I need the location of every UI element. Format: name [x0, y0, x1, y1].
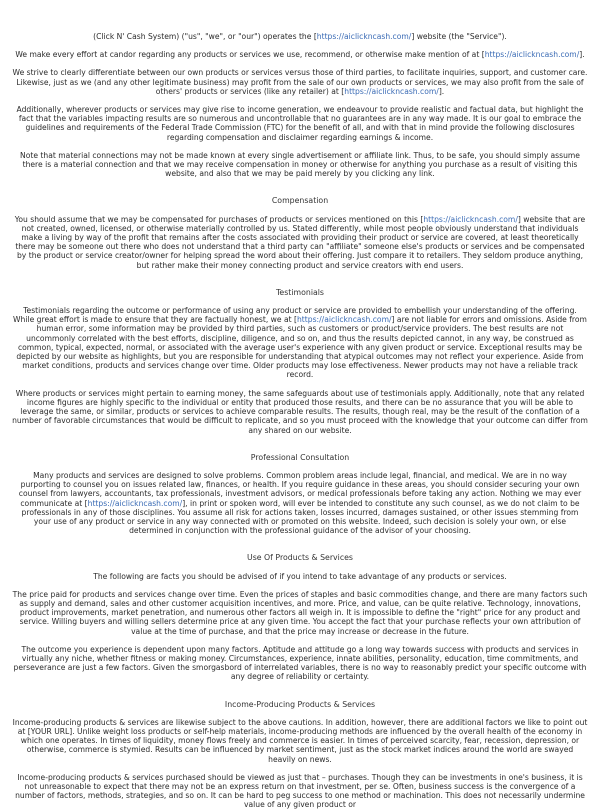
- section-text: The price paid for products and services change over time. Even the prices of staples and basic commodities change, and there are many factors such as supply and demand, sales and other customer acquisition incentives, and more. Price, and value, can be quite relative. Technology, innovations, product improvements, market penetration, and numerous other factors all weigh in. It is impossible to define the "right" price for any product and service. Willing buyers and willing sellers determine price at any given time. You accept the fact that your purchase reflects your own attribution of value at the time of purchase, and that the price may increase or decrease in the future.: [12, 589, 588, 636]
- section-text: Many products and services are designed to solve problems. Common problem areas include legal, financial, and medical. We are in no way purporting to counsel you on issues related law, finances, or health. If you require guidance in these areas, you should consider securing your own counsel from lawyers, accountants, tax professionals, investment advisors, or medical professionals before taking any action. Nothing we may ever communicate at [: [18, 470, 582, 508]
- use-paragraph-3: [12, 645, 588, 682]
- website-link[interactable]: https://aiclickncash.com/: [296, 315, 392, 325]
- section-heading-income-producing: Income-Producing Products & Services: [224, 699, 376, 709]
- testimonials-paragraph-1: [12, 306, 588, 380]
- section-text: Testimonials regarding the outcome or performance of using any product or service are provided to embellish your understanding of the offering. While great effort is made to ensure that they are factually honest, we at [: [13, 306, 577, 325]
- intro-paragraph-4: [12, 105, 588, 142]
- section-text: Where products or services might pertain to earning money, the same safeguards about use of testimonials apply. Additionally, note that any related income figures are highly specific to the individual or entity that produced those results, and there can be no assurance that you will be able to leverage the same, or similar, products or services to achieve comparable results. The results, though real, may be the result of the conflation of a number of favorable circumstances that would be difficult to replicate, and so you must proceed with the knowledge that your outcome can differ from any shared on our website.: [12, 388, 588, 435]
- section-text: ], in print or spoken word, will ever be intended to constitute any such counsel, as we do not claim to be professionals in any of those disciplines. You assume all risk for actions taken, losses incurred, damages sustained, or other issues stemming from your use of any product or service in any way connected with or promoted on this website. Indeed, such decision is solely your own, or else determined in conjunction with the professional guidance of the advisor of your choosing.: [21, 498, 580, 536]
- section-text: Income-producing products & services purchased should be viewed as just that – purchases. Though they can be investments in one's business, it is not unreasonable to expect that there may not be an express return on that investment, per se. Often, business success is the convergence of a number of factors, methods, strategies, and so on. It can be hard to peg success to one method or machination. This does not necessarily undermine value of any given product or: [15, 772, 585, 810]
- testimonials-paragraph-2: [12, 389, 588, 435]
- section-heading-compensation: Compensation: [271, 196, 329, 206]
- section-text: Income-producing products & services are likewise subject to the above cautions. In addition, however, there are additional factors we like to point out at [YOUR URL]. Unlike weight loss products or self-help materials, income-producing methods are influenced by the overall health of the economy in which one operates. In times of liquidity, money flows freely and commerce is easier. In times of perceived scarcity, fear, recession, depression, or otherwise, commerce is stymied. Results can be influenced by market sentiment, just as the stock market indices around the world are swayed heavily on news.: [12, 717, 588, 764]
- intro-paragraph-5: [12, 151, 588, 179]
- section-heading-use-of-products: Use Of Products & Services: [247, 553, 353, 563]
- intro-text: Note that material connections may not be made known at every single advertisement or affiliate link. Thus, to be safe, you should simply assume there is a material connection and that we may receive compensation in money or otherwise for anything you purchase as a result of visiting this website, and also that we may be paid merely by you clicking any link.: [20, 150, 580, 179]
- intro-paragraph-1: [12, 32, 588, 41]
- use-paragraph-1: [12, 572, 588, 581]
- section-text: ] are not liable for errors and omissions. Aside from human error, some information may be provided by third parties, such as customers or product/service providers. The best results are not uncommonly correlated with the best efforts, discipline, diligence, and so on, and thus the results depicted cannot, in any way, be construed as common, typical, expected, normal, or associated with the average user's experience with any given product or service. Exceptional results may be depicted by our website as highlights, but you are responsible for understanding that atypical outcomes may not reflect your experience. Aside from market conditions, products and services change over time. Older products may lose effectiveness. Newer products may not have a reliable track record.: [16, 315, 587, 380]
- intro-text: (Click N' Cash System) ("us", "we", or "our") operates the [: [93, 32, 317, 41]
- website-link[interactable]: https://aiclickncash.com/: [344, 86, 439, 96]
- intro-text: ] website (the "Service").: [411, 32, 507, 41]
- section-text: The outcome you experience is dependent upon many factors. Aptitude and attitude go a long way towards success with products and services in virtually any niche, whether fitness or making money. Circumstances, experience, innate abilities, personality, education, time commitments, and perseverance are just a few factors. Given the smorgasbord of interrelated variables, there is no way to reasonably predict your specific outcome with any degree of reliability or certainty.: [13, 644, 587, 682]
- intro-text: We strive to clearly differentiate between our own products or services versus those of third parties, to facilitate inquiries, support, and customer care. Likewise, just as we (and any other legitimate business) may profit from the sale of our own products or services, we may also profit from the sale of others' products or services (like any retailer) at [: [12, 68, 588, 96]
- website-link[interactable]: https://aiclickncash.com/: [423, 214, 518, 224]
- section-text: The following are facts you should be advised of if you intend to take advantage of any products or services.: [93, 571, 507, 581]
- intro-text: ].: [438, 86, 445, 96]
- income-paragraph-1: [12, 718, 588, 764]
- intro-text: Additionally, wherever products or services may give rise to income generation, we endeavour to provide realistic and factual data, but highlight the fact that the variables impacting results are so numerous and uncontrollable that no guarantees are in any way made. It is our goal to embrace the guidelines and requirements of the Federal Trade Commission (FTC) for the benefit of all, and with that in mind provide the following disclosures regarding compensation and disclaimer regarding earnings & income.: [16, 105, 584, 142]
- intro-paragraph-2: [12, 50, 588, 59]
- section-text: You should assume that we may be compensated for purchases of products or services mentioned on this [: [14, 214, 424, 224]
- income-paragraph-2: [12, 773, 588, 810]
- website-link[interactable]: https://aiclickncash.com/: [316, 32, 412, 41]
- use-paragraph-2: [12, 590, 588, 636]
- section-heading-testimonials: Testimonials: [276, 287, 324, 297]
- intro-paragraph-3: [12, 68, 588, 96]
- professional-paragraph-1: [12, 471, 588, 535]
- website-link[interactable]: https://aiclickncash.com/: [87, 498, 183, 508]
- intro-text: We make every effort at candor regarding any products or services we use, recommend, or otherwise make mention of at [: [15, 50, 485, 60]
- website-link[interactable]: https://aiclickncash.com/: [484, 50, 580, 60]
- intro-text: ].: [579, 50, 585, 60]
- compensation-paragraph-1: [12, 215, 588, 270]
- section-heading-professional-consultation: Professional Consultation: [250, 452, 350, 462]
- section-text: ] website that are not created, owned, licensed, or otherwise materially controlled by us. Stated differently, while most people obviously understand that individuals make a living by way of the profit that remains after the costs associated with providing their product or service are covered, at least theoretically there may be someone out there who does not understand that a third party can "affiliate" someone else's products or services and be compensated by the product or service creator/owner for helping spread the word about their offering. Just compare it to retailers. They seldom produce anything, but rather make their money connecting product and service creators with end users.: [15, 214, 586, 270]
